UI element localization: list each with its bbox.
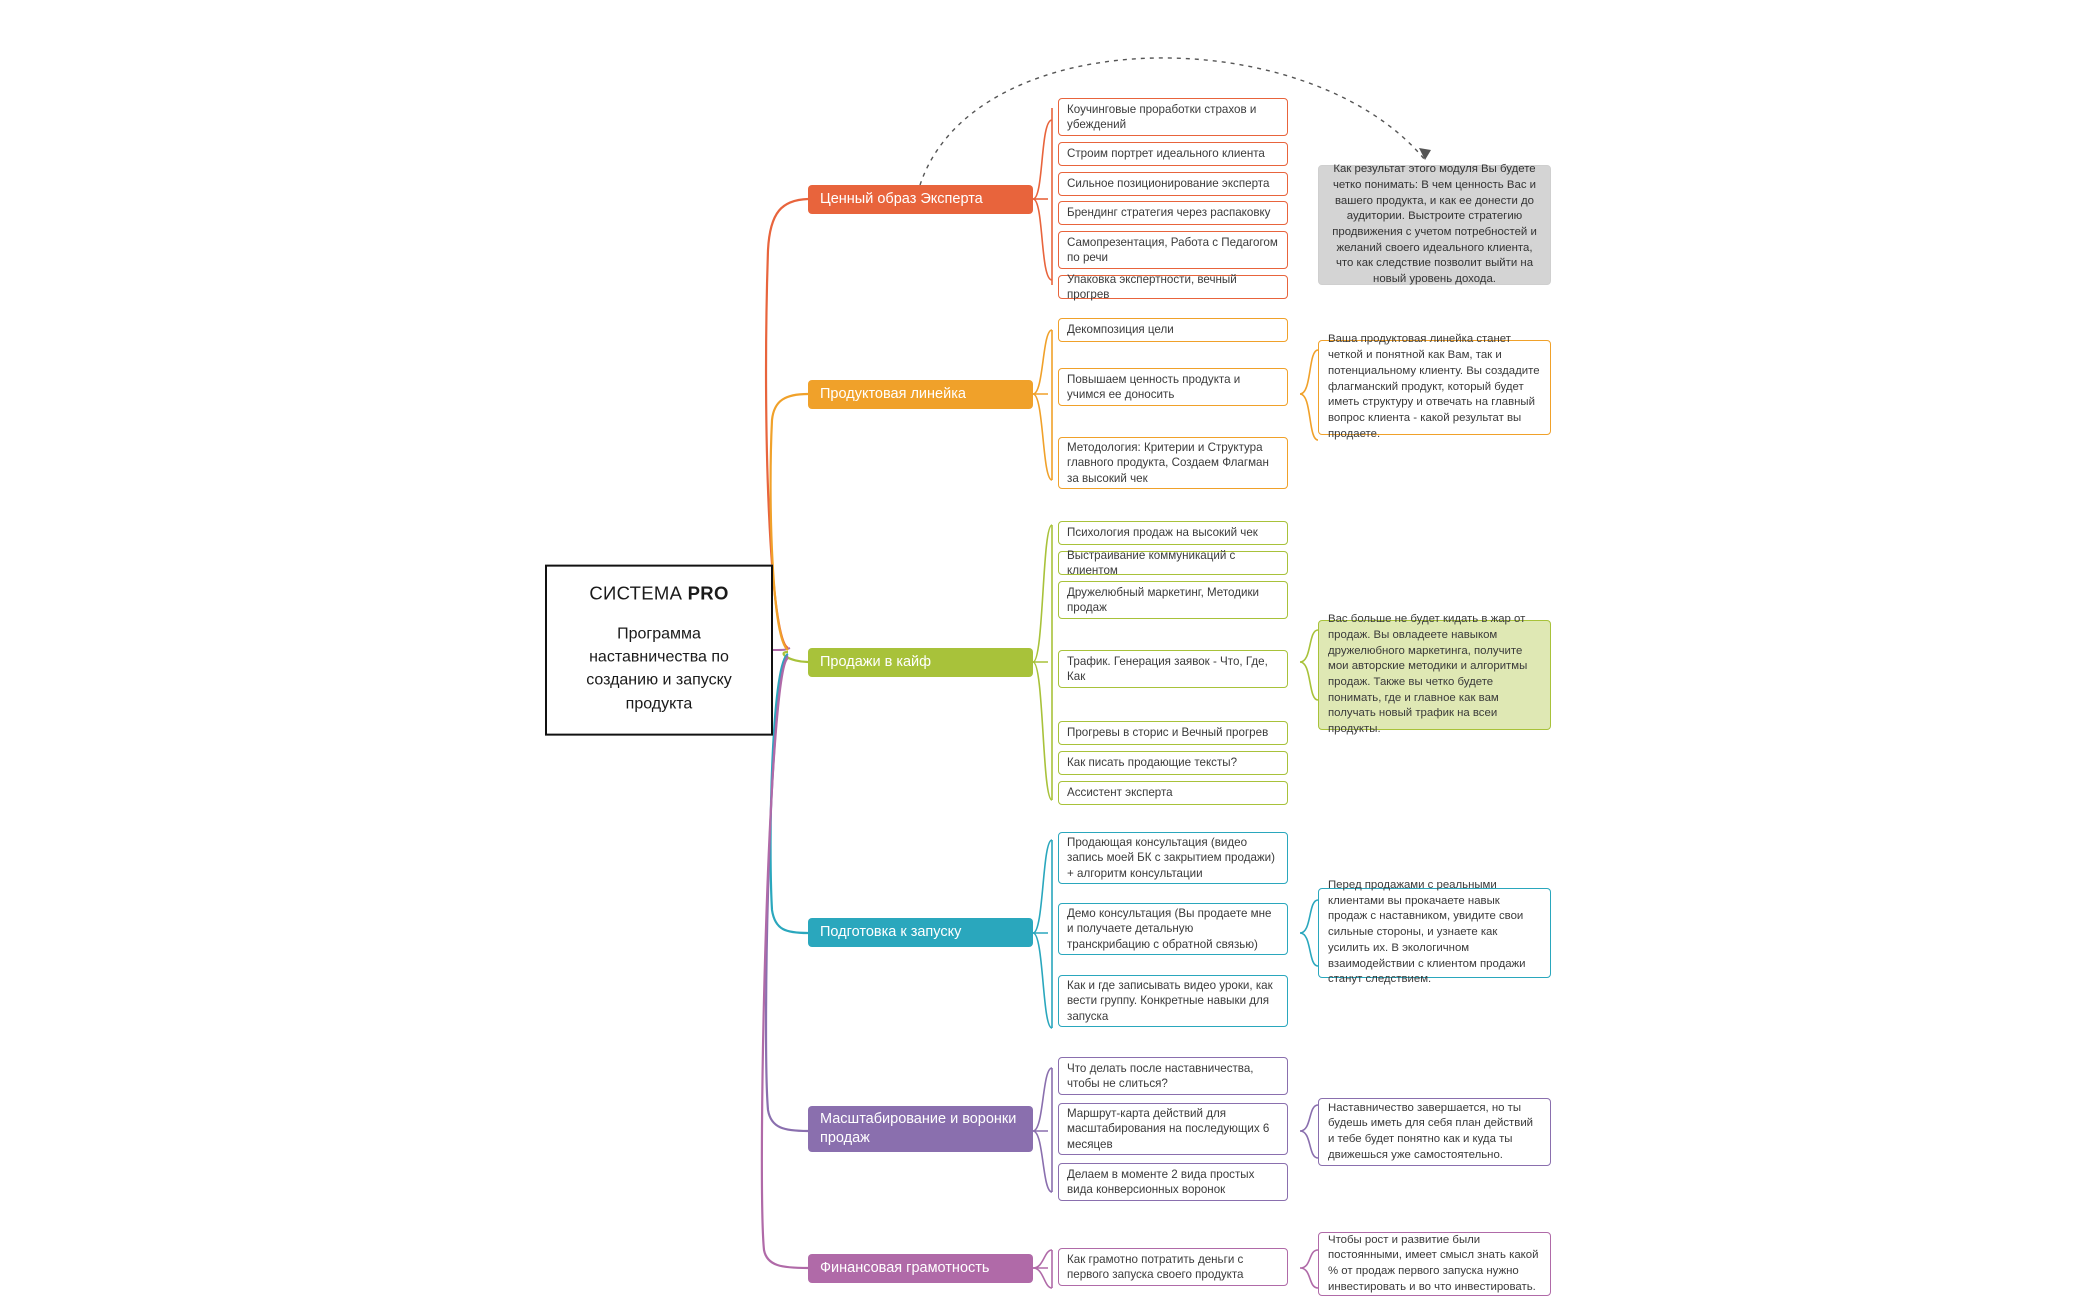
leaf-text: Дружелюбный маркетинг, Методики продаж <box>1067 585 1260 614</box>
leaf-item[interactable] <box>1058 975 1288 1027</box>
leaf-text: Демо консультация (Вы продаете мне и получаете детальную транскрибацию с обратной связью) <box>1067 907 1272 951</box>
root-node <box>545 565 773 736</box>
leaf-item[interactable] <box>1058 832 1288 884</box>
note-launch <box>1318 878 1551 986</box>
leaf-text: Прогревы в сторис и Вечный прогрев <box>1067 726 1269 740</box>
leaf-text: Как писать продающие тексты? <box>1067 756 1238 770</box>
leaf-item[interactable] <box>1058 142 1288 166</box>
note-text: Как результат этого модуля Вы будете четко понимать: В чем ценность Вас и вашего продукта, и как ее донести до аудитории. Выстроите стратегию продвижения с учетом потребностей и желаний своего идеального клиента, что как следствие позволит выйти на новый уровень дохода. <box>1332 163 1537 286</box>
note-scaling <box>1318 1098 1551 1166</box>
leaf-text: Трафик. Генерация заявок - Что, Где, Как <box>1067 654 1268 683</box>
leaf-item[interactable] <box>1058 721 1288 745</box>
note-text: Перед продажами с реальными клиентами вы прокачаете навык продаж с наставником, увидите свои сильные стороны, и узнаете как усилить их. В экологичном взаимодействии с клиентом продажи станут следствием. <box>1328 878 1526 986</box>
leaf-text: Психология продаж на высокий чек <box>1067 526 1258 540</box>
leaf-text: Методология: Критерии и Структура главного продукта, Создаем Флагман за высокий чек <box>1067 441 1269 485</box>
branch-expert[interactable] <box>808 185 1033 214</box>
leaf-text: Самопрезентация, Работа с Педагогом по речи <box>1067 235 1278 264</box>
leaf-item[interactable] <box>1058 172 1288 196</box>
leaf-text: Брендинг стратегия через распаковку <box>1067 206 1271 220</box>
leaf-item[interactable] <box>1058 751 1288 775</box>
leaf-text: Сильное позиционирование эксперта <box>1067 177 1270 191</box>
leaf-item[interactable] <box>1058 272 1288 301</box>
leaf-text: Выстраивание коммуникаций с клиентом <box>1067 548 1236 577</box>
leaf-text: Что делать после наставничества, чтобы не слиться? <box>1067 1061 1254 1090</box>
note-product <box>1318 333 1551 440</box>
leaf-item[interactable] <box>1058 368 1288 406</box>
root-title: СИСТЕМА PRO <box>589 582 729 604</box>
branch-label: Подготовка к запуску <box>820 924 962 941</box>
root-subtitle: Программа наставничества по созданию и запуску продукта <box>586 625 732 713</box>
leaf-text: Повышаем ценность продукта и учимся ее доносить <box>1067 372 1241 401</box>
note-text: Вас больше не будет кидать в жар от продаж. Вы овладеете навыком дружелюбного маркетинга, получите мои авторские методики и алгоритмы продаж. Также вы четко будете понимать, где и главное как вам получать новый трафик на всеи продукты. <box>1328 613 1528 736</box>
branch-launch[interactable] <box>808 918 1033 947</box>
leaf-item[interactable] <box>1058 1163 1288 1201</box>
leaf-text: Как грамотно потратить деньги с первого запуска своего продукта <box>1067 1252 1244 1281</box>
leaf-text: Строим портрет идеального клиента <box>1067 147 1265 161</box>
leaf-item[interactable] <box>1058 437 1288 489</box>
leaf-item[interactable] <box>1058 521 1288 545</box>
leaf-item[interactable] <box>1058 650 1288 688</box>
leaf-item[interactable] <box>1058 548 1288 577</box>
note-sales <box>1318 613 1551 736</box>
leaf-text: Ассистент эксперта <box>1067 786 1173 800</box>
note-text: Чтобы рост и развитие были постоянными, имеет смысл знать какой % от продаж первого запуска нужно инвестировать и во что инвестировать. <box>1328 1233 1539 1293</box>
branch-sales[interactable] <box>808 648 1033 677</box>
note-expert <box>1318 165 1551 285</box>
leaf-text: Делаем в моменте 2 вида простых вида конверсионных воронок <box>1067 1167 1255 1196</box>
branch-label: Ценный образ Эксперта <box>820 191 983 208</box>
branch-label: Финансовая грамотность <box>820 1260 990 1277</box>
branch-label: Масштабирование и воронки продаж <box>820 1111 1017 1146</box>
leaf-item[interactable] <box>1058 98 1288 136</box>
branch-label: Продажи в кайф <box>820 654 932 671</box>
leaf-item[interactable] <box>1058 201 1288 225</box>
leaf-item[interactable] <box>1058 318 1288 342</box>
leaf-text: Упаковка экспертности, вечный прогрев <box>1067 272 1237 301</box>
note-text: Наставничество завершается, но ты будешь иметь для себя план действий и тебе будет понятно как и куда ты движешься уже самостоятельно. <box>1328 1101 1534 1161</box>
leaf-text: Декомпозиция цели <box>1067 323 1174 337</box>
leaf-item[interactable] <box>1058 903 1288 955</box>
leaf-item[interactable] <box>1058 231 1288 269</box>
leaf-text: Маршрут-карта действий для масштабирования на последующих 6 месяцев <box>1067 1107 1270 1151</box>
leaf-text: Как и где записывать видео уроки, как вести группу. Конкретные навыки для запуска <box>1067 979 1273 1023</box>
leaf-text: Коучинговые проработки страхов и убеждений <box>1067 102 1257 131</box>
branch-product[interactable] <box>808 380 1033 409</box>
leaf-item[interactable] <box>1058 1103 1288 1155</box>
leaf-item[interactable] <box>1058 581 1288 619</box>
branch-finance[interactable] <box>808 1254 1033 1283</box>
note-text: Ваша продуктовая линейка станет четкой и понятной как Вам, так и потенциальному клиенту. Вы создадите флагманский продукт, который будет иметь структуру и отвечать на главный вопрос клиента - какой результат вы продаете. <box>1328 333 1540 440</box>
leaf-item[interactable] <box>1058 1248 1288 1286</box>
leaf-item[interactable] <box>1058 1057 1288 1095</box>
branch-label: Продуктовая линейка <box>820 386 966 403</box>
leaf-text: Продающая консультация (видео запись моей БК с закрытием продажи) + алгоритм консультации <box>1067 836 1276 880</box>
leaf-item[interactable] <box>1058 781 1288 805</box>
note-finance <box>1318 1232 1551 1296</box>
branch-scaling[interactable] <box>808 1106 1033 1152</box>
